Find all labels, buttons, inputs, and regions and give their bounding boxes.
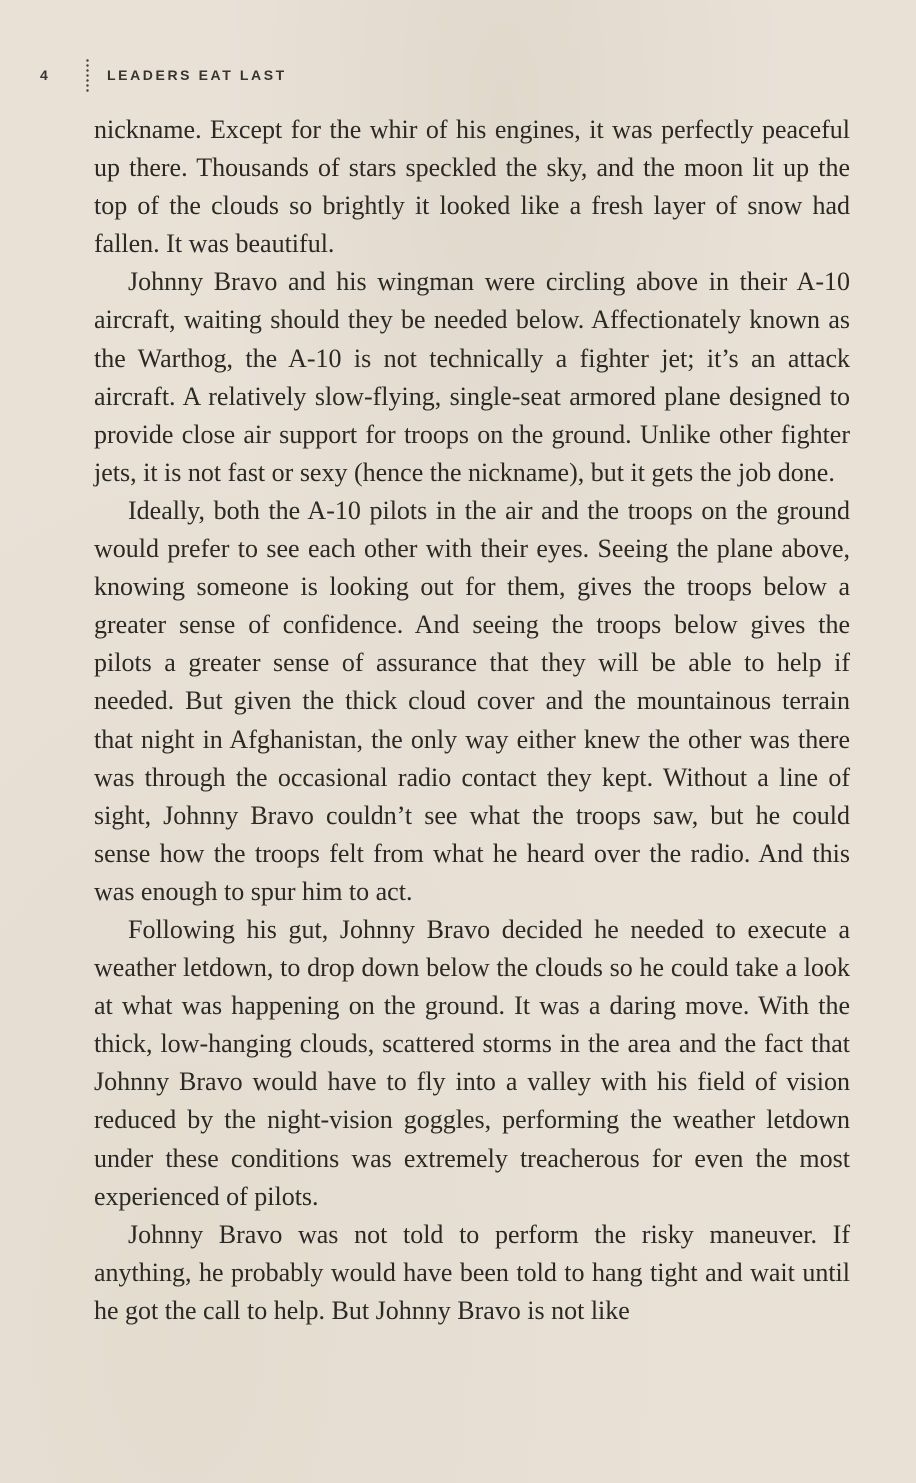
paragraph-1: nickname. Except for the whir of his engines, it was perfectly peaceful up there. Thousands of stars speckled the sky, and the moon lit up the top of the clouds so brightly it looked like a fresh layer of snow had fallen. It was beautiful. xyxy=(94,115,850,259)
book-title: LEADERS EAT LAST xyxy=(107,67,287,83)
running-head xyxy=(40,58,287,92)
paragraph-2: Johnny Bravo and his wingman were circling above in their A-10 aircraft, waiting should they be needed below. Affectionately known as the Warthog, the A-10 is not technically a fighter jet; it’s an attack aircraft. A relatively slow-flying, single-seat armored plane designed to provide close air support for troops on the ground. Unlike other fighter jets, it is not fast or sexy (hence the nickname), but it gets the job done. xyxy=(94,267,850,487)
paragraph-3: Ideally, both the A-10 pilots in the air and the troops on the ground would prefer to see each other with their eyes. Seeing the plane above, knowing someone is looking out for them, gives the troops below a greater sense of confidence. And seeing the troops below gives the pilots a greater sense of assurance that they will be able to help if needed. But given the thick cloud cover and the mountainous terrain that night in Afghanistan, the only way either knew the other was there was through the occasional radio contact they kept. Without a line of sight, Johnny Bravo couldn’t see what the troops saw, but he could sense how the troops felt from what he heard over the radio. And this was enough to spur him to act. xyxy=(94,495,850,906)
paragraph-4: Following his gut, Johnny Bravo decided he needed to execute a weather letdown, to drop down below the clouds so he could take a look at what was happening on the ground. It was a daring move. With the thick, low-hanging clouds, scattered storms in the area and the fact that Johnny Bravo would have to fly into a valley with his field of vision reduced by the night-vision goggles, performing the weather letdown under these conditions was extremely treacherous for even the most experienced of pilots. xyxy=(94,914,850,1211)
paragraph-5: Johnny Bravo was not told to perform the risky maneuver. If anything, he probably would have been told to hang tight and wait until he got the call to help. But Johnny Bravo is not like xyxy=(94,1219,850,1325)
page-number: 4 xyxy=(40,67,49,83)
body-text xyxy=(94,111,850,1330)
dotted-divider xyxy=(86,58,89,92)
